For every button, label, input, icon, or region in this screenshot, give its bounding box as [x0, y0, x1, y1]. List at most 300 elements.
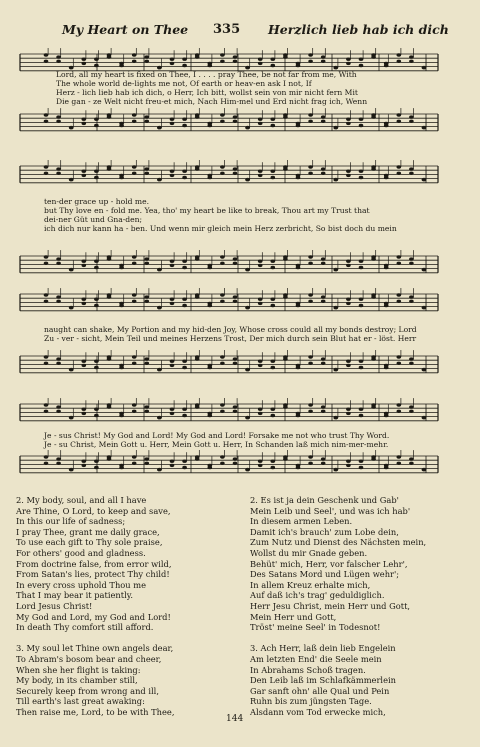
note-head: [82, 412, 87, 415]
note-head: [220, 172, 225, 175]
note-head: [371, 257, 376, 260]
note-head: [157, 268, 162, 271]
note-head: [182, 408, 187, 411]
note-head: [308, 165, 313, 168]
note-head: [208, 364, 213, 367]
verse-line: Auf daß ich's trag' geduldiglich.: [250, 590, 385, 601]
note-head: [397, 355, 402, 358]
note-head: [321, 115, 326, 118]
note-head: [321, 410, 326, 413]
note-head: [334, 306, 339, 309]
note-head: [359, 466, 364, 469]
note-head: [69, 268, 74, 271]
note-head: [384, 412, 389, 415]
note-head: [132, 255, 137, 258]
note-head: [82, 360, 87, 363]
note-head: [409, 115, 414, 118]
page-number: 144: [226, 714, 244, 724]
note-head: [384, 364, 389, 367]
note-head: [346, 62, 351, 65]
note-head: [145, 167, 150, 170]
note-head: [258, 118, 263, 121]
note-head: [359, 260, 364, 263]
note-head: [107, 295, 112, 298]
staff-system-1-bass: [0, 108, 480, 148]
note-head: [245, 468, 250, 471]
note-head: [233, 167, 238, 170]
note-head: [308, 355, 313, 358]
note-head: [208, 62, 213, 65]
note-head: [145, 300, 150, 303]
note-head: [409, 357, 414, 360]
note-head: [69, 66, 74, 69]
note-head: [334, 368, 339, 371]
verse-line: Alsdann vom Tod erwecke mich,: [250, 706, 386, 717]
note-head: [397, 60, 402, 63]
verse-line: In death Thy comfort still afford.: [16, 622, 154, 633]
note-head: [195, 167, 200, 170]
note-head: [56, 410, 61, 413]
note-head: [220, 165, 225, 168]
note-head: [384, 302, 389, 305]
note-head: [397, 255, 402, 258]
verse-line: My God and Lord, my God and Lord!: [16, 611, 171, 622]
note-head: [245, 306, 250, 309]
note-head: [233, 172, 238, 175]
note-head: [220, 410, 225, 413]
verse-line: When she her flight is taking:: [16, 664, 141, 675]
note-head: [346, 118, 351, 121]
note-head: [233, 262, 238, 265]
note-head: [308, 462, 313, 465]
note-head: [321, 167, 326, 170]
note-head: [397, 262, 402, 265]
note-head: [271, 360, 276, 363]
note-head: [94, 266, 99, 269]
note-head: [182, 304, 187, 307]
verse-line: Am letzten End' die Seele mein: [250, 653, 382, 664]
note-head: [44, 362, 49, 365]
lyric-line: Herz - lich lieb hab ich dich, o Herr, Ich bitt, wollst sein von mir nicht fern Mit: [56, 87, 358, 97]
lyric-line: dei-ner Güt und Gna-den;: [44, 214, 143, 224]
note-head: [157, 126, 162, 129]
verse-line: Mein Herr und Gott,: [250, 611, 337, 622]
note-head: [170, 298, 175, 301]
verse-gap: [16, 633, 174, 644]
note-head: [271, 58, 276, 61]
verse-line: That I may bear it patiently.: [16, 590, 133, 601]
note-head: [157, 306, 162, 309]
note-head: [397, 362, 402, 365]
note-head: [82, 58, 87, 61]
note-head: [271, 366, 276, 369]
note-head: [44, 410, 49, 413]
note-head: [94, 460, 99, 463]
note-head: [346, 360, 351, 363]
note-head: [44, 53, 49, 56]
note-head: [359, 298, 364, 301]
note-head: [170, 174, 175, 177]
note-head: [170, 464, 175, 467]
note-head: [371, 55, 376, 58]
note-head: [56, 295, 61, 298]
note-head: [107, 115, 112, 118]
lyrics-system-2: [44, 198, 397, 234]
verse-line: For others' good and gladness.: [16, 547, 146, 558]
note-head: [208, 302, 213, 305]
note-head: [182, 298, 187, 301]
note-head: [94, 408, 99, 411]
lyric-line: The whole world de-lights me not, Of earth or heav-en ask I not, If: [56, 78, 312, 88]
note-head: [82, 302, 87, 305]
note-head: [119, 122, 124, 125]
note-head: [346, 174, 351, 177]
note-head: [170, 408, 175, 411]
lyric-line: but Thy love en - fold me. Yea, tho' my heart be like to break, Thou art my Trust that: [44, 205, 370, 215]
note-head: [56, 167, 61, 170]
note-head: [245, 268, 250, 271]
note-head: [119, 62, 124, 65]
note-head: [182, 124, 187, 127]
note-head: [170, 360, 175, 363]
note-head: [94, 360, 99, 363]
verse-line: Ruhn bis zum jüngsten Tage.: [250, 696, 372, 707]
note-head: [409, 295, 414, 298]
note-head: [346, 460, 351, 463]
note-head: [170, 264, 175, 267]
note-head: [321, 405, 326, 408]
note-head: [82, 122, 87, 125]
verse-line: Then raise me, Lord, to be with Thee,: [16, 706, 175, 717]
note-head: [422, 306, 427, 309]
verses-english: [16, 495, 174, 717]
note-head: [359, 360, 364, 363]
note-head: [132, 455, 137, 458]
note-head: [182, 260, 187, 263]
note-head: [132, 172, 137, 175]
note-head: [359, 58, 364, 61]
note-head: [258, 62, 263, 65]
note-head: [321, 295, 326, 298]
note-head: [107, 55, 112, 58]
verse-line: Are Thine, O Lord, to keep and save,: [16, 505, 171, 516]
note-head: [321, 457, 326, 460]
note-head: [94, 466, 99, 469]
note-head: [346, 298, 351, 301]
note-head: [44, 120, 49, 123]
note-head: [245, 66, 250, 69]
note-head: [334, 178, 339, 181]
note-head: [258, 302, 263, 305]
note-head: [271, 64, 276, 67]
note-head: [132, 300, 137, 303]
note-head: [409, 55, 414, 58]
note-head: [321, 357, 326, 360]
note-head: [182, 360, 187, 363]
note-head: [346, 364, 351, 367]
note-head: [245, 178, 250, 181]
note-head: [44, 300, 49, 303]
note-head: [397, 165, 402, 168]
note-head: [145, 257, 150, 260]
verse-gap: [250, 633, 426, 644]
note-head: [346, 170, 351, 173]
note-head: [409, 462, 414, 465]
note-head: [409, 362, 414, 365]
verse-line: I pray Thee, grant me daily grace,: [16, 526, 160, 537]
note-head: [334, 66, 339, 69]
note-head: [271, 266, 276, 269]
verse-line: From doctrine false, from error wild,: [16, 558, 172, 569]
note-head: [422, 126, 427, 129]
note-head: [182, 170, 187, 173]
note-head: [220, 262, 225, 265]
note-head: [245, 126, 250, 129]
note-head: [157, 66, 162, 69]
note-head: [308, 255, 313, 258]
note-head: [82, 118, 87, 121]
note-head: [132, 362, 137, 365]
note-head: [182, 118, 187, 121]
verse-line: Lord Jesus Christ!: [16, 600, 93, 611]
staff-system-2-bass: [0, 250, 480, 290]
note-head: [220, 355, 225, 358]
note-head: [271, 170, 276, 173]
note-head: [208, 174, 213, 177]
note-head: [44, 255, 49, 258]
note-head: [271, 408, 276, 411]
note-head: [346, 58, 351, 61]
note-head: [334, 268, 339, 271]
note-head: [233, 462, 238, 465]
note-head: [82, 298, 87, 301]
note-head: [245, 368, 250, 371]
note-head: [409, 257, 414, 260]
note-head: [296, 464, 301, 467]
note-head: [94, 304, 99, 307]
note-head: [308, 120, 313, 123]
note-head: [397, 113, 402, 116]
note-head: [371, 457, 376, 460]
note-head: [271, 414, 276, 417]
note-head: [233, 357, 238, 360]
note-head: [384, 122, 389, 125]
note-head: [346, 408, 351, 411]
note-head: [132, 410, 137, 413]
note-head: [296, 412, 301, 415]
note-head: [170, 170, 175, 173]
note-head: [94, 366, 99, 369]
note-head: [371, 357, 376, 360]
note-head: [107, 357, 112, 360]
note-head: [346, 412, 351, 415]
note-head: [308, 300, 313, 303]
note-head: [132, 113, 137, 116]
note-head: [56, 257, 61, 260]
verse-line: Wollst du mir Gnade geben.: [250, 547, 368, 558]
note-head: [384, 264, 389, 267]
verse-line: My body, in its chamber still,: [16, 675, 138, 686]
note-head: [346, 302, 351, 305]
note-head: [107, 167, 112, 170]
note-head: [119, 174, 124, 177]
note-head: [397, 172, 402, 175]
note-head: [145, 60, 150, 63]
note-head: [82, 464, 87, 467]
note-head: [94, 298, 99, 301]
verse-line: 2. Es ist ja dein Geschenk und Gab': [250, 495, 399, 505]
note-head: [69, 416, 74, 419]
note-head: [208, 412, 213, 415]
note-head: [296, 364, 301, 367]
note-head: [258, 298, 263, 301]
note-head: [308, 172, 313, 175]
lyric-line: Die gan - ze Welt nicht freu-et mich, Nach Him-mel und Erd nicht frag ich, Wenn: [56, 96, 368, 106]
staff-system-3-treble: [0, 288, 480, 328]
note-head: [82, 174, 87, 177]
note-head: [409, 60, 414, 63]
note-head: [359, 64, 364, 67]
note-head: [384, 464, 389, 467]
verse-line: To Abram's bosom bear and cheer,: [16, 653, 162, 664]
note-head: [409, 300, 414, 303]
note-head: [56, 115, 61, 118]
note-head: [82, 364, 87, 367]
note-head: [132, 60, 137, 63]
lyric-line: Zu - ver - sicht, Mein Teil und meines Herzens Trost, Der mich durch sein Blut hat er - löst. Herr: [44, 333, 417, 343]
note-head: [258, 122, 263, 125]
verse-line: 3. Ach Herr, laß dein lieb Engelein: [250, 643, 396, 654]
note-head: [321, 60, 326, 63]
note-head: [384, 62, 389, 65]
note-head: [422, 268, 427, 271]
note-head: [132, 53, 137, 56]
note-head: [258, 364, 263, 367]
note-head: [346, 264, 351, 267]
note-head: [359, 176, 364, 179]
note-head: [308, 403, 313, 406]
note-head: [170, 302, 175, 305]
note-head: [145, 115, 150, 118]
note-head: [233, 257, 238, 260]
note-head: [145, 462, 150, 465]
note-head: [182, 466, 187, 469]
note-head: [220, 462, 225, 465]
note-head: [220, 300, 225, 303]
note-head: [182, 64, 187, 67]
note-head: [145, 357, 150, 360]
note-head: [220, 53, 225, 56]
note-head: [220, 113, 225, 116]
note-head: [132, 403, 137, 406]
note-head: [195, 357, 200, 360]
note-head: [170, 62, 175, 65]
note-head: [220, 255, 225, 258]
note-head: [195, 257, 200, 260]
note-head: [409, 410, 414, 413]
note-head: [145, 120, 150, 123]
note-head: [94, 260, 99, 263]
note-head: [145, 410, 150, 413]
note-head: [258, 460, 263, 463]
note-head: [409, 262, 414, 265]
note-head: [371, 167, 376, 170]
note-head: [296, 62, 301, 65]
verse-line: 2. My body, soul, and all I have: [16, 495, 147, 505]
note-head: [56, 262, 61, 265]
lyric-line: Je - su Christ, Mein Gott u. Herr, Mein Gott u. Herr, In Schanden laß mich nim-mer-mehr.: [44, 439, 389, 449]
verse-line: 3. My soul let Thine own angels dear,: [16, 643, 174, 654]
note-head: [195, 295, 200, 298]
lyrics-system-3: [44, 326, 417, 344]
note-head: [220, 293, 225, 296]
note-head: [56, 300, 61, 303]
note-head: [283, 115, 288, 118]
staff-system-2-treble: [0, 160, 480, 200]
note-head: [220, 455, 225, 458]
note-head: [56, 55, 61, 58]
note-head: [56, 405, 61, 408]
note-head: [107, 405, 112, 408]
note-head: [208, 122, 213, 125]
note-head: [334, 126, 339, 129]
note-head: [182, 414, 187, 417]
note-head: [107, 257, 112, 260]
note-head: [258, 174, 263, 177]
note-head: [94, 124, 99, 127]
title-german: Herzlich lieb hab ich dich: [268, 22, 449, 37]
note-head: [308, 262, 313, 265]
note-head: [233, 300, 238, 303]
note-head: [119, 264, 124, 267]
note-head: [283, 295, 288, 298]
note-head: [182, 366, 187, 369]
note-head: [56, 172, 61, 175]
note-head: [208, 464, 213, 467]
lyrics-system-4: [44, 432, 389, 450]
note-head: [397, 455, 402, 458]
lyric-line: Je - sus Christ! My God and Lord! My God and Lord! Forsake me not who trust Thy Word.: [44, 431, 390, 440]
verse-line: Damit ich's brauch' zum Lobe dein,: [250, 526, 399, 537]
note-head: [170, 58, 175, 61]
verse-line: In allem Kreuz erhalte mich,: [250, 579, 371, 590]
note-head: [271, 260, 276, 263]
note-head: [422, 416, 427, 419]
note-head: [82, 170, 87, 173]
verse-line: Mein Leib und Seel', und was ich hab': [250, 505, 411, 516]
note-head: [321, 257, 326, 260]
note-head: [69, 306, 74, 309]
note-head: [56, 357, 61, 360]
note-head: [182, 460, 187, 463]
note-head: [371, 405, 376, 408]
note-head: [258, 408, 263, 411]
note-head: [182, 176, 187, 179]
note-head: [245, 416, 250, 419]
note-head: [359, 118, 364, 121]
note-head: [132, 355, 137, 358]
note-head: [359, 460, 364, 463]
note-head: [220, 403, 225, 406]
note-head: [321, 120, 326, 123]
note-head: [94, 176, 99, 179]
note-head: [397, 462, 402, 465]
verse-line: From Satan's lies, protect Thy child!: [16, 569, 170, 580]
note-head: [308, 53, 313, 56]
note-head: [271, 118, 276, 121]
note-head: [233, 60, 238, 63]
note-head: [170, 460, 175, 463]
